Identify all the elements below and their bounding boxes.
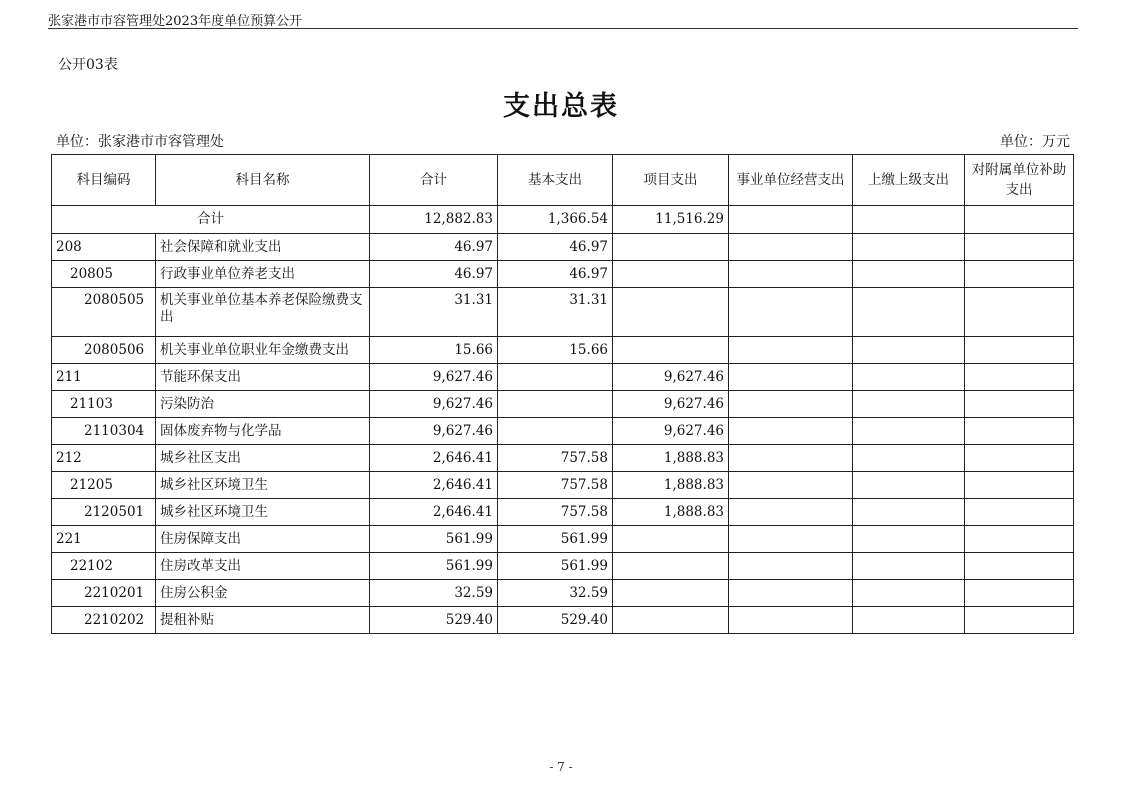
header-total: 合计 (370, 155, 498, 206)
header-divider (48, 28, 1078, 29)
cell-total: 9,627.46 (370, 364, 498, 391)
cell-business (729, 607, 853, 634)
cell-business (729, 472, 853, 499)
cell-basic (498, 364, 613, 391)
cell-subsidy (965, 499, 1074, 526)
cell-name: 提租补贴 (156, 607, 370, 634)
cell-business (729, 234, 853, 261)
cell-code: 22102 (52, 553, 156, 580)
cell-project: 11,516.29 (613, 206, 729, 234)
cell-business (729, 499, 853, 526)
table-row (52, 288, 1074, 337)
cell-upper (853, 206, 965, 234)
table-row (52, 364, 1074, 391)
cell-total: 31.31 (370, 288, 498, 337)
table-header-row (52, 155, 1074, 206)
running-header: 张家港市市容管理处2023年度单位预算公开 (48, 14, 303, 29)
cell-code: 2110304 (52, 418, 156, 445)
cell-code: 21103 (52, 391, 156, 418)
cell-subsidy (965, 337, 1074, 364)
cell-basic: 757.58 (498, 499, 613, 526)
cell-name: 机关事业单位职业年金缴费支出 (156, 337, 370, 364)
cell-project: 9,627.46 (613, 364, 729, 391)
cell-subsidy (965, 206, 1074, 234)
cell-total: 561.99 (370, 553, 498, 580)
cell-business (729, 261, 853, 288)
cell-code: 20805 (52, 261, 156, 288)
cell-code: 221 (52, 526, 156, 553)
table-row (52, 553, 1074, 580)
cell-code: 21205 (52, 472, 156, 499)
cell-basic: 561.99 (498, 553, 613, 580)
cell-upper (853, 580, 965, 607)
cell-name: 污染防治 (156, 391, 370, 418)
table-row (52, 580, 1074, 607)
header-code: 科目编码 (52, 155, 156, 206)
cell-subsidy (965, 580, 1074, 607)
cell-subsidy (965, 553, 1074, 580)
cell-project (613, 553, 729, 580)
cell-upper (853, 445, 965, 472)
cell-code: 2210202 (52, 607, 156, 634)
table-row (52, 234, 1074, 261)
cell-name: 城乡社区环境卫生 (156, 499, 370, 526)
cell-subsidy (965, 364, 1074, 391)
cell-subsidy (965, 234, 1074, 261)
cell-name: 社会保障和就业支出 (156, 234, 370, 261)
cell-business (729, 288, 853, 337)
table-row (52, 337, 1074, 364)
cell-total: 12,882.83 (370, 206, 498, 234)
table-row (52, 445, 1074, 472)
cell-project: 1,888.83 (613, 499, 729, 526)
total-row (52, 206, 1074, 234)
cell-subsidy (965, 261, 1074, 288)
cell-total: 46.97 (370, 234, 498, 261)
cell-project (613, 607, 729, 634)
cell-business (729, 391, 853, 418)
page-title: 支出总表 (503, 91, 619, 122)
cell-upper (853, 391, 965, 418)
cell-project (613, 261, 729, 288)
cell-business (729, 206, 853, 234)
cell-total: 2,646.41 (370, 499, 498, 526)
cell-code: 212 (52, 445, 156, 472)
cell-project: 1,888.83 (613, 472, 729, 499)
cell-upper (853, 526, 965, 553)
table-row (52, 526, 1074, 553)
cell-name: 住房改革支出 (156, 553, 370, 580)
cell-subsidy (965, 445, 1074, 472)
cell-total: 9,627.46 (370, 418, 498, 445)
cell-code: 2210201 (52, 580, 156, 607)
cell-business (729, 364, 853, 391)
cell-basic: 15.66 (498, 337, 613, 364)
cell-upper (853, 364, 965, 391)
cell-name: 城乡社区支出 (156, 445, 370, 472)
cell-total: 2,646.41 (370, 445, 498, 472)
cell-subsidy (965, 526, 1074, 553)
cell-basic: 1,366.54 (498, 206, 613, 234)
cell-project: 1,888.83 (613, 445, 729, 472)
cell-upper (853, 499, 965, 526)
total-label: 合计 (52, 206, 370, 234)
reporting-unit: 单位：张家港市市容管理处 (56, 134, 224, 150)
cell-name: 机关事业单位基本养老保险缴费支出 (156, 288, 370, 337)
form-code: 公开03表 (58, 57, 118, 73)
cell-total: 32.59 (370, 580, 498, 607)
cell-basic: 561.99 (498, 526, 613, 553)
expenditure-table (51, 154, 1074, 634)
cell-subsidy (965, 418, 1074, 445)
cell-subsidy (965, 607, 1074, 634)
cell-basic: 757.58 (498, 472, 613, 499)
page-number: - 7 - (549, 760, 573, 774)
header-upper: 上缴上级支出 (853, 155, 965, 206)
header-basic: 基本支出 (498, 155, 613, 206)
cell-total: 529.40 (370, 607, 498, 634)
table-row (52, 607, 1074, 634)
cell-total: 46.97 (370, 261, 498, 288)
table-row (52, 418, 1074, 445)
cell-subsidy (965, 472, 1074, 499)
cell-upper (853, 288, 965, 337)
cell-code: 2080505 (52, 288, 156, 337)
cell-upper (853, 607, 965, 634)
cell-total: 2,646.41 (370, 472, 498, 499)
cell-business (729, 418, 853, 445)
cell-name: 住房公积金 (156, 580, 370, 607)
cell-code: 2080506 (52, 337, 156, 364)
table-row (52, 391, 1074, 418)
currency-unit: 单位：万元 (1000, 134, 1070, 150)
cell-business (729, 337, 853, 364)
cell-name: 行政事业单位养老支出 (156, 261, 370, 288)
cell-business (729, 553, 853, 580)
cell-upper (853, 553, 965, 580)
cell-project: 9,627.46 (613, 418, 729, 445)
cell-business (729, 526, 853, 553)
cell-upper (853, 234, 965, 261)
cell-project: 9,627.46 (613, 391, 729, 418)
cell-business (729, 580, 853, 607)
cell-project (613, 526, 729, 553)
cell-total: 561.99 (370, 526, 498, 553)
cell-upper (853, 261, 965, 288)
cell-name: 固体废弃物与化学品 (156, 418, 370, 445)
cell-name: 住房保障支出 (156, 526, 370, 553)
cell-total: 15.66 (370, 337, 498, 364)
cell-project (613, 288, 729, 337)
cell-upper (853, 418, 965, 445)
table-row (52, 472, 1074, 499)
cell-basic: 529.40 (498, 607, 613, 634)
cell-upper (853, 472, 965, 499)
cell-basic: 757.58 (498, 445, 613, 472)
cell-basic: 46.97 (498, 261, 613, 288)
cell-basic: 31.31 (498, 288, 613, 337)
cell-subsidy (965, 391, 1074, 418)
cell-project (613, 234, 729, 261)
cell-basic: 32.59 (498, 580, 613, 607)
cell-project (613, 580, 729, 607)
cell-name: 节能环保支出 (156, 364, 370, 391)
cell-project (613, 337, 729, 364)
cell-code: 2120501 (52, 499, 156, 526)
cell-code: 211 (52, 364, 156, 391)
header-name: 科目名称 (156, 155, 370, 206)
cell-basic: 46.97 (498, 234, 613, 261)
cell-basic (498, 418, 613, 445)
cell-basic (498, 391, 613, 418)
cell-upper (853, 337, 965, 364)
cell-subsidy (965, 288, 1074, 337)
table-row (52, 261, 1074, 288)
header-subsidy: 对附属单位补助支出 (965, 155, 1074, 206)
header-project: 项目支出 (613, 155, 729, 206)
header-business: 事业单位经营支出 (729, 155, 853, 206)
cell-business (729, 445, 853, 472)
cell-total: 9,627.46 (370, 391, 498, 418)
cell-code: 208 (52, 234, 156, 261)
table-row (52, 499, 1074, 526)
cell-name: 城乡社区环境卫生 (156, 472, 370, 499)
